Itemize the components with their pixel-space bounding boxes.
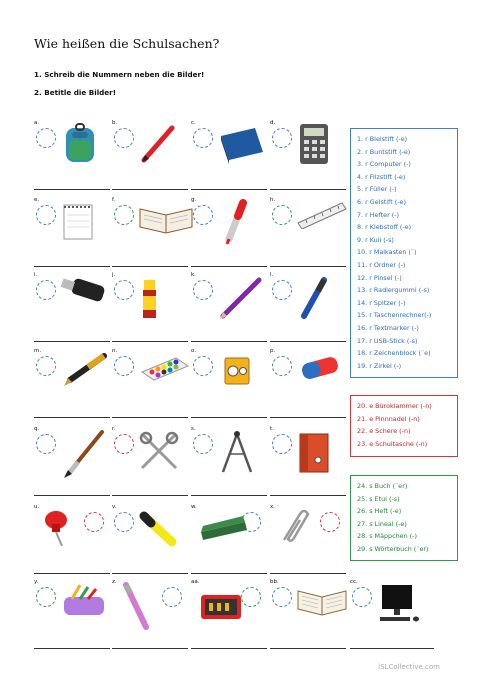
picture-cell: [270, 272, 346, 342]
neuter-noun-item: 27. s Lineal (-e): [357, 519, 407, 528]
picture-cell: [191, 272, 267, 342]
picture-cell: [270, 426, 346, 496]
number-circle[interactable]: [114, 205, 134, 225]
ruler-image: [294, 199, 348, 233]
pencil-image: [136, 122, 180, 170]
pushpin-image: [38, 506, 82, 554]
answer-line[interactable]: [34, 341, 110, 342]
picture-cell: [112, 579, 188, 649]
feminine-noun-item: 20. e Büroklammer (-n): [357, 402, 432, 410]
cell-letter: a.: [34, 120, 40, 126]
cell-letter: q.: [34, 426, 40, 432]
masculine-noun-item: 13. r Radiergummi (-s): [357, 286, 430, 295]
number-circle[interactable]: [36, 587, 56, 607]
answer-line[interactable]: [112, 495, 188, 496]
computer-image: [374, 581, 424, 629]
cell-letter: k.: [191, 272, 196, 278]
picture-cell: [112, 272, 188, 342]
picture-cell: [191, 579, 267, 649]
answer-line[interactable]: [350, 648, 434, 649]
picture-cell: [191, 504, 267, 574]
number-circle[interactable]: [36, 356, 56, 376]
answer-line[interactable]: [34, 573, 110, 574]
number-circle[interactable]: [36, 128, 56, 148]
number-circle[interactable]: [114, 128, 134, 148]
number-circle[interactable]: [114, 280, 134, 300]
picture-cell: [191, 197, 267, 267]
book-image: [136, 199, 196, 243]
neuter-noun-item: 25. s Etui (-s): [357, 494, 400, 503]
neuter-noun-item: 28. s Mäppchen (-): [357, 532, 417, 541]
answer-line[interactable]: [34, 189, 110, 190]
masculine-noun-item: 1. r Bleistift (-e): [357, 135, 408, 143]
cell-letter: e.: [34, 197, 40, 203]
masculine-noun-item: 15. r Taschenrechner(-): [357, 311, 432, 320]
picture-cell: [270, 197, 346, 267]
neuter-noun-item: 26. s Heft (-e): [357, 507, 402, 516]
picture-cell: [112, 426, 188, 496]
cell-letter: f.: [112, 197, 116, 203]
worksheet-title: Wie heißen die Schulsachen?: [34, 36, 220, 51]
answer-line[interactable]: [34, 495, 110, 496]
paint-box-image: [136, 350, 192, 394]
neuter-noun-item: 24. s Buch (¨er): [357, 482, 408, 490]
answer-line[interactable]: [270, 417, 346, 418]
picture-cell: [34, 579, 110, 649]
answer-line[interactable]: [112, 648, 188, 649]
answer-line[interactable]: [112, 189, 188, 190]
picture-cell: [34, 348, 110, 418]
answer-line[interactable]: [191, 341, 267, 342]
masculine-noun-item: 2. r Buntstift (-e): [357, 147, 411, 156]
picture-cell: [270, 579, 346, 649]
masculine-noun-item: 3. r Computer (-): [357, 160, 411, 169]
number-circle[interactable]: [193, 280, 213, 300]
picture-cell: [270, 348, 346, 418]
cell-letter: n.: [112, 348, 118, 354]
number-circle[interactable]: [114, 512, 134, 532]
number-circle[interactable]: [272, 128, 292, 148]
answer-line[interactable]: [112, 266, 188, 267]
instruction-2: 2. Betitle die Bilder!: [34, 88, 116, 97]
cell-letter: z.: [112, 579, 117, 585]
backpack-image: [58, 122, 102, 170]
cell-letter: g.: [191, 197, 197, 203]
purple-pencil-image: [215, 274, 265, 326]
cell-letter: p.: [270, 348, 276, 354]
usb-stick-image: [58, 274, 108, 308]
number-circle[interactable]: [114, 434, 134, 454]
fountain-pen-image: [58, 350, 112, 394]
answer-line[interactable]: [112, 341, 188, 342]
cell-letter: c.: [191, 120, 196, 126]
answer-line[interactable]: [191, 495, 267, 496]
picture-cell: [34, 426, 110, 496]
answer-line[interactable]: [191, 648, 267, 649]
answer-line[interactable]: [270, 573, 346, 574]
cell-letter: j.: [112, 272, 116, 278]
sharpener-image: [215, 350, 259, 394]
cell-letter: w.: [191, 504, 197, 510]
picture-cell: [191, 348, 267, 418]
number-circle[interactable]: [320, 512, 340, 532]
feminine-noun-item: 23. e Schultasche (-n): [357, 439, 428, 448]
answer-line[interactable]: [270, 495, 346, 496]
number-circle[interactable]: [193, 205, 213, 225]
paintbrush-image: [58, 428, 108, 482]
picture-cell: [34, 272, 110, 342]
cell-letter: h.: [270, 197, 276, 203]
answer-line[interactable]: [191, 189, 267, 190]
number-circle[interactable]: [114, 356, 134, 376]
felt-pen-image: [215, 199, 255, 251]
number-circle[interactable]: [36, 205, 56, 225]
number-circle[interactable]: [272, 587, 292, 607]
answer-line[interactable]: [34, 266, 110, 267]
folder-image: [294, 428, 334, 482]
cell-letter: b.: [112, 120, 118, 126]
number-circle[interactable]: [193, 434, 213, 454]
picture-cell: [34, 504, 110, 574]
neuter-nouns-box: [350, 475, 458, 561]
masculine-noun-item: 5. r Füller (-): [357, 185, 397, 194]
picture-cell: [350, 579, 434, 649]
masculine-noun-item: 19. r Zirkel (-): [357, 361, 402, 370]
masculine-noun-item: 18. r Zeichenblock (¨e): [357, 349, 431, 358]
masculine-noun-item: 10. r Malkasten (¨): [357, 248, 417, 257]
calculator-image: [294, 122, 334, 170]
masculine-noun-item: 9. r Kuli (-s): [357, 235, 394, 244]
number-circle[interactable]: [84, 512, 104, 532]
cell-letter: v.: [112, 504, 117, 510]
notebook-image: [215, 122, 267, 170]
masculine-noun-item: 12. r Pinsel (-): [357, 273, 402, 282]
cell-letter: o.: [191, 348, 197, 354]
cell-letter: bb.: [270, 579, 279, 585]
answer-line[interactable]: [191, 266, 267, 267]
stapler-image: [195, 506, 251, 550]
masculine-noun-item: 4. r Filzstift (-e): [357, 172, 406, 181]
answer-line[interactable]: [191, 573, 267, 574]
answer-line[interactable]: [191, 417, 267, 418]
picture-cell: [191, 120, 267, 190]
masculine-noun-item: 14. r Spitzer (-): [357, 298, 406, 307]
answer-line[interactable]: [34, 648, 110, 649]
answer-line[interactable]: [34, 417, 110, 418]
masculine-noun-item: 7. r Hefter (-): [357, 210, 400, 219]
number-circle[interactable]: [272, 205, 292, 225]
answer-line[interactable]: [270, 648, 346, 649]
number-circle[interactable]: [193, 128, 213, 148]
ink-pen-image: [116, 581, 156, 637]
number-circle[interactable]: [36, 280, 56, 300]
number-circle[interactable]: [162, 587, 182, 607]
feminine-noun-item: 21. e Pinnnadel (-n): [357, 414, 420, 423]
answer-line[interactable]: [112, 417, 188, 418]
cell-letter: x.: [270, 504, 276, 510]
feminine-nouns-box: [350, 395, 458, 457]
eraser-image: [294, 350, 346, 390]
number-circle[interactable]: [272, 280, 292, 300]
glue-stick-image: [136, 274, 166, 326]
cell-letter: m.: [34, 348, 42, 354]
picture-cell: [270, 120, 346, 190]
paperclip-image: [274, 506, 314, 554]
cell-letter: aa.: [191, 579, 200, 585]
masculine-noun-item: 17. r USB-Stick (-s): [357, 336, 418, 345]
dictionary-image: [294, 581, 350, 625]
pen-image: [294, 274, 334, 326]
picture-cell: [34, 197, 110, 267]
answer-line[interactable]: [270, 189, 346, 190]
number-circle[interactable]: [193, 356, 213, 376]
number-circle[interactable]: [272, 356, 292, 376]
cell-letter: u.: [34, 504, 40, 510]
picture-cell: [191, 426, 267, 496]
feminine-noun-item: 22. e Schere (-n): [357, 427, 411, 436]
scissors-image: [136, 428, 184, 480]
highlighter-image: [136, 506, 180, 554]
answer-line[interactable]: [270, 341, 346, 342]
answer-line[interactable]: [270, 266, 346, 267]
picture-cell: [112, 504, 188, 574]
compass-image: [215, 428, 259, 482]
instruction-1: 1. Schreib die Nummern neben die Bilder!: [34, 70, 205, 79]
number-circle[interactable]: [272, 434, 292, 454]
number-circle[interactable]: [36, 434, 56, 454]
cell-letter: i.: [34, 272, 38, 278]
cell-letter: l.: [270, 272, 274, 278]
picture-cell: [34, 120, 110, 190]
cell-letter: cc.: [350, 579, 358, 585]
notepad-image: [58, 199, 98, 247]
masculine-noun-item: 8. r Klebstoff (-e): [357, 223, 412, 232]
masculine-noun-item: 16. r Textmarker (-): [357, 323, 419, 332]
cell-letter: t.: [270, 426, 274, 432]
picture-cell: [112, 120, 188, 190]
school-bag-image: [195, 581, 249, 629]
footer-credit: iSLCollective.com: [378, 663, 440, 671]
cell-letter: r.: [112, 426, 116, 432]
masculine-noun-item: 6. r Gelstift (-e): [357, 197, 406, 206]
masculine-nouns-box: [350, 128, 458, 378]
answer-line[interactable]: [112, 573, 188, 574]
cell-letter: s.: [191, 426, 196, 432]
cell-letter: d.: [270, 120, 276, 126]
cell-letter: y.: [34, 579, 39, 585]
pencil-case-image: [58, 581, 112, 625]
picture-cell: [270, 504, 346, 574]
number-circle[interactable]: [352, 587, 372, 607]
picture-cell: [112, 197, 188, 267]
masculine-noun-item: 11. r Ordner (-): [357, 260, 406, 269]
neuter-noun-item: 29. s Wörterbuch (¨er): [357, 544, 429, 553]
picture-cell: [112, 348, 188, 418]
